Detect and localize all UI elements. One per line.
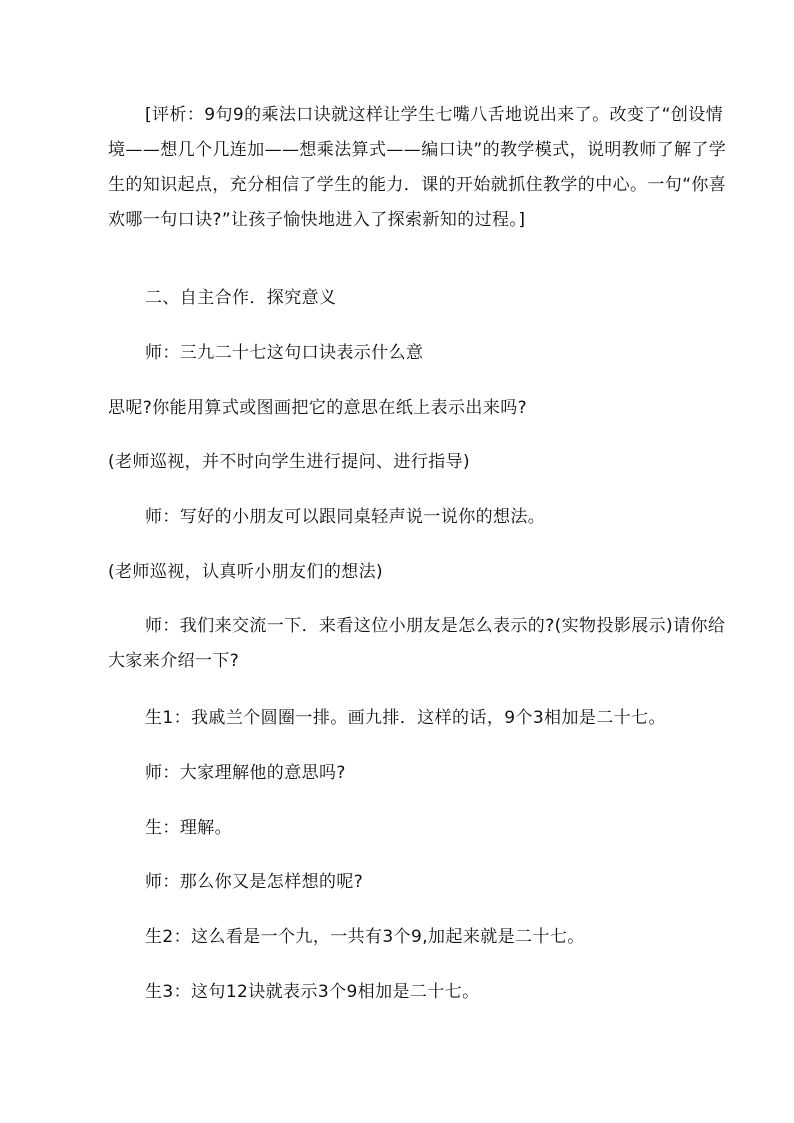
teacher-line: 师：写好的小朋友可以跟同桌轻声说一说你的想法。 — [145, 507, 546, 527]
student-line: 生：理解。 — [145, 818, 232, 838]
stage-direction: (老师巡视，并不时向学生进行提问、进行指导) — [108, 452, 471, 472]
stage-direction: (老师巡视，认真听小朋友们的想法) — [108, 562, 384, 582]
teacher-line: 师：大家理解他的意思吗? — [145, 763, 346, 783]
student-line: 生2：这么看是一个九，一共有3个9,加起来就是二十七。 — [145, 927, 585, 947]
student-line: 生1：我戚兰个圆圈一排。画九排．这样的话，9个3相加是二十七。 — [145, 708, 666, 728]
text-line: 思呢?你能用算式或图画把它的意思在纸上表示出来吗? — [108, 398, 528, 418]
student-line: 生3：这句12诀就表示3个9相加是二十七。 — [145, 982, 480, 1002]
section-heading: 二、自主合作．探究意义 — [145, 288, 337, 308]
teacher-line: 师：那么你又是怎样想的呢? — [145, 872, 364, 892]
teacher-line: 师：三九二十七这句口诀表示什么意 — [145, 343, 424, 363]
teacher-line: 师：我们来交流一下．来看这位小朋友是怎么表示的?(实物投影展示)请你给大家来介绍一下? — [108, 616, 726, 671]
commentary-paragraph: [评析：9句9的乘法口诀就这样让学生七嘴八舌地说出来了。改变了“创设情境——想几个几连加——想乘法算式——编口诀”的教学模式，说明教师了解了学生的知识起点，充分相信了学生的能力．课的开始就抓住教学的中心。一句“你喜欢哪一句口诀?”让孩子愉快地进入了探索新知的过程。] — [108, 105, 727, 230]
